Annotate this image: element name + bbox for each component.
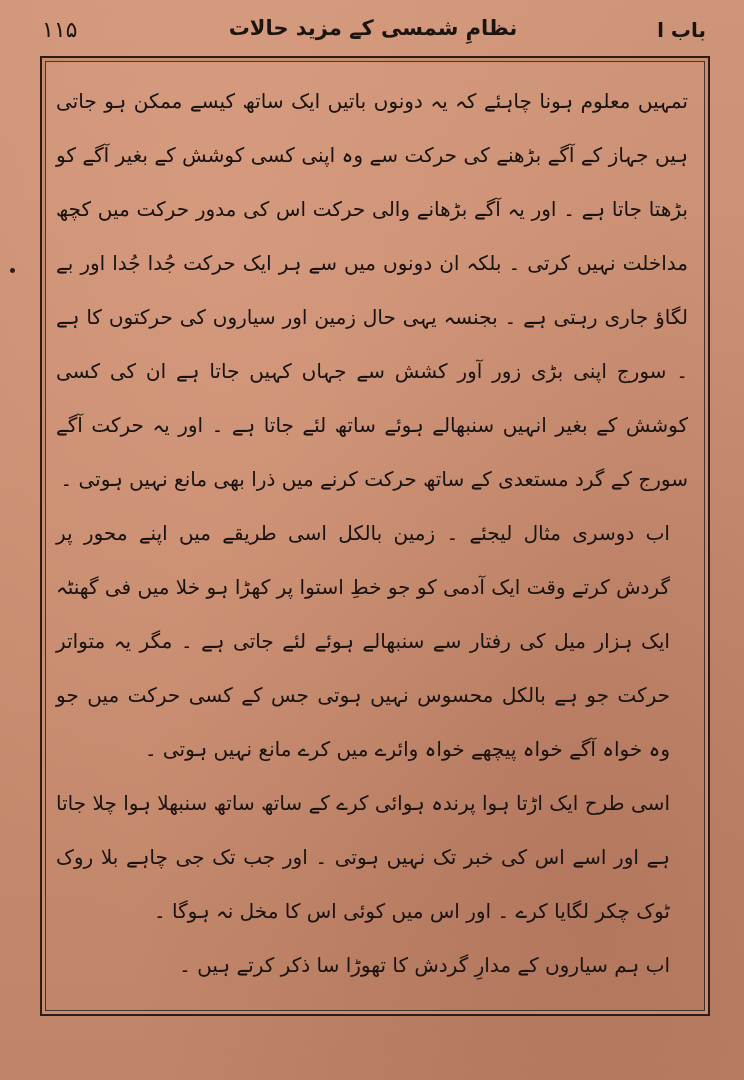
chapter-label: باب ا <box>657 18 706 42</box>
page-number: ۱۱۵ <box>42 18 78 43</box>
paragraph-2: اب دوسری مثال لیجئے ۔ زمین بالکل اسی طریقے میں اپنے محور پر گردش کرتے وقت ایک آدمی کو جو خطِ استوا پر کھڑا ہو خلا میں فی گھنٹہ ایک ہزار میل کی رفتار سے سنبھالے ہوئے لئے جاتی ہے ۔ مگر یہ متواتر حرکت جو ہے بالکل محسوس نہیں ہوتی جس کے کسی حرکت میں جو وہ خواہ آگے خواہ پیچھے خواہ وائرے میں کرے مانع نہیں ہوتی ۔ <box>56 521 670 761</box>
paragraph-4: اب ہم سیاروں کے مدارِ گردش کا تھوڑا سا ذکر کرتے ہیں ۔ <box>179 953 670 977</box>
running-title: نظامِ شمسی کے مزید حالات <box>228 16 518 40</box>
paragraph-3: اسی طرح ایک اڑتا ہوا پرندہ ہوائی کرے کے ساتھ ساتھ سنبھلا ہوا چلا جاتا ہے اور اسے اس کی خبر تک نہیں ہوتی ۔ اور جب تک جی چاہے بلا روک ٹوک چکر لگایا کرے ۔ اور اس میں کوئی اس کا مخل نہ ہوگا ۔ <box>56 791 670 923</box>
margin-ink-dot <box>10 268 15 273</box>
paragraph-1: تمہیں معلوم ہونا چاہئے کہ یہ دونوں باتیں ایک ساتھ کیسے ممکن ہو جاتی ہیں جہاز کے آگے بڑھنے کی حرکت سے وہ اپنی کسی کوشش کے بغیر آگے کو بڑھتا جاتا ہے ۔ اور یہ آگے بڑھانے والی حرکت اس کی مدور حرکت میں کچھ مداخلت نہیں کرتی ۔ بلکہ ان دونوں میں سے ہر ایک حرکت جُدا جُدا اور بے لگاؤ جاری رہتی ہے ۔ بجنسہ یہی حال زمین اور سیاروں کی حرکتوں کا ہے ۔ سورج اپنی بڑی زور آور کشش سے جہاں کہیں جاتا ہے ان کی کسی کوشش کے بغیر انہیں سنبھالے ہوئے ساتھ لئے جاتا ہے ۔ اور یہ حرکت آگے سورج کے گرد مستعدی کے ساتھ حرکت کرنے میں ذرا بھی مانع نہیں ہوتی ۔ <box>56 89 688 491</box>
page-header <box>36 14 710 48</box>
body-text <box>56 74 688 992</box>
